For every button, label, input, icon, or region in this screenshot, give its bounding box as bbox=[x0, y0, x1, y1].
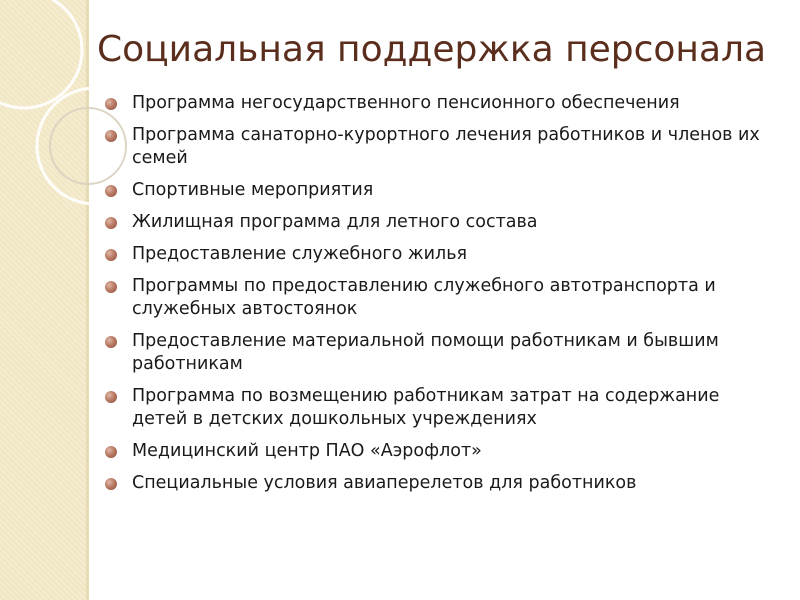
bullet-item bbox=[105, 179, 775, 202]
bullet-icon bbox=[105, 281, 117, 293]
bullet-text: Предоставление служебного жилья bbox=[132, 244, 468, 264]
bullet-item bbox=[105, 275, 775, 321]
bullet-item bbox=[105, 330, 775, 376]
bullet-text: Медицинский центр ПАО «Аэрофлот» bbox=[132, 441, 482, 461]
bullet-text: Программа по возмещению работникам затрат на содержание детей в детских дошкольных учреждениях bbox=[132, 386, 720, 429]
bullet-icon bbox=[105, 249, 117, 261]
bullet-item bbox=[105, 211, 775, 234]
bullet-item bbox=[105, 440, 775, 463]
bullet-item bbox=[105, 124, 775, 170]
bullet-icon bbox=[105, 185, 117, 197]
bullet-icon bbox=[105, 391, 117, 403]
bullet-item bbox=[105, 243, 775, 266]
bullet-icon bbox=[105, 217, 117, 229]
bullet-icon bbox=[105, 478, 117, 490]
bullet-text: Программы по предоставлению служебного автотранспорта и служебных автостоянок bbox=[132, 276, 716, 319]
side-panel-edge bbox=[86, 0, 89, 600]
bullet-item bbox=[105, 385, 775, 431]
bullet-list bbox=[105, 92, 775, 504]
decorative-side-panel bbox=[0, 0, 86, 600]
bullet-text: Жилищная программа для летного состава bbox=[132, 212, 538, 232]
slide-title: Социальная поддержка персонала bbox=[97, 29, 767, 70]
bullet-icon bbox=[105, 446, 117, 458]
bullet-text: Спортивные мероприятия bbox=[132, 180, 374, 200]
bullet-icon bbox=[105, 98, 117, 110]
bullet-text: Программа санаторно-курортного лечения работников и членов их семей bbox=[132, 125, 760, 168]
bullet-text: Специальные условия авиаперелетов для работников bbox=[132, 473, 637, 493]
bullet-icon bbox=[105, 130, 117, 142]
bullet-icon bbox=[105, 336, 117, 348]
bullet-item bbox=[105, 472, 775, 495]
bullet-item bbox=[105, 92, 775, 115]
bullet-text: Программа негосударственного пенсионного обеспечения bbox=[132, 93, 680, 113]
bullet-text: Предоставление материальной помощи работникам и бывшим работникам bbox=[132, 331, 719, 374]
